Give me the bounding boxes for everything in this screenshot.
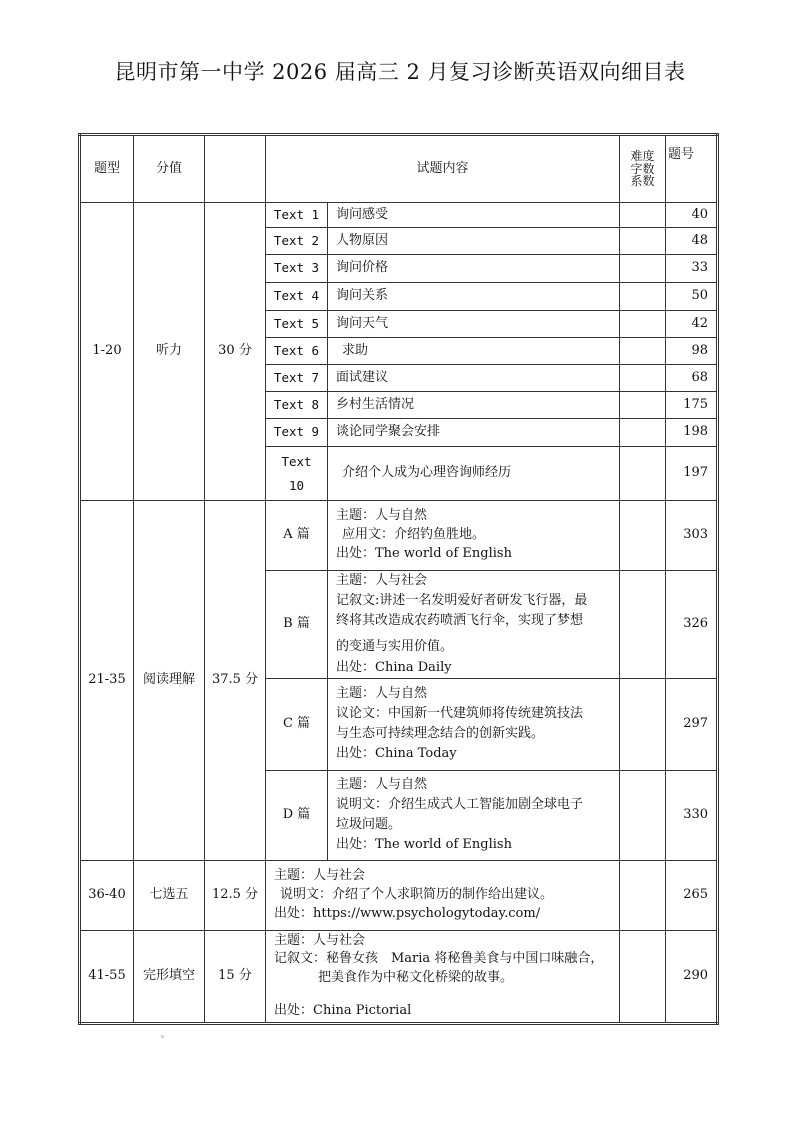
passage-line: 主题：人与社会 bbox=[336, 573, 428, 588]
listening-num: 68 bbox=[666, 365, 718, 392]
seven-row bbox=[80, 860, 718, 930]
difficulty-cell bbox=[620, 228, 666, 255]
listening-label: Text 8 bbox=[266, 392, 328, 419]
listening-content: 询问天气 bbox=[328, 311, 620, 338]
header-score: 分值 bbox=[134, 135, 205, 203]
header-number: 题号 bbox=[666, 135, 718, 203]
passage-content bbox=[328, 501, 620, 571]
listening-content: 介绍个人成为心理咨询师经历 bbox=[328, 447, 620, 501]
passage-line: 出处：China Today bbox=[336, 746, 457, 762]
listening-num: 33 bbox=[666, 255, 718, 283]
listening-label bbox=[266, 447, 328, 501]
passage-content bbox=[328, 571, 620, 679]
footer-mark: ◦ bbox=[160, 1033, 166, 1043]
listening-num: 50 bbox=[666, 283, 718, 311]
difficulty-cell bbox=[620, 338, 666, 365]
seven-num: 265 bbox=[666, 860, 718, 930]
passage-line: 出处：The world of English bbox=[336, 545, 512, 561]
passage-content bbox=[328, 770, 620, 860]
reading-range: 21-35 bbox=[80, 501, 134, 861]
passage-line: 议论文：中国新一代建筑师将传统建筑技法 bbox=[336, 706, 584, 722]
passage-line: 主题：人与自然 bbox=[336, 685, 428, 701]
listening-num: 98 bbox=[666, 338, 718, 365]
passage-line: 出处：The world of English bbox=[336, 837, 512, 853]
cloze-line: 记叙文：秘鲁女孩 Maria 将秘鲁美食与中国口味融合， bbox=[274, 951, 604, 967]
passage-line: 应用文：介绍钓鱼胜地。 bbox=[342, 527, 486, 543]
listening-num: 42 bbox=[666, 311, 718, 338]
cloze-num: 290 bbox=[666, 930, 718, 1023]
listening-label: Text 2 bbox=[266, 228, 328, 255]
listening-label: Text 4 bbox=[266, 283, 328, 311]
listening-label: Text 7 bbox=[266, 365, 328, 392]
listening-label: Text 6 bbox=[266, 338, 328, 365]
passage-line: 的变通与实用价值。 bbox=[336, 639, 454, 655]
difficulty-cell bbox=[620, 365, 666, 392]
passage-label: B 篇 bbox=[266, 571, 328, 679]
cloze-score: 15 分 bbox=[205, 930, 266, 1023]
listening-content: 人物原因 bbox=[328, 228, 620, 255]
passage-line: 与生态可持续理念结合的创新实践。 bbox=[336, 726, 545, 742]
difficulty-cell bbox=[620, 311, 666, 338]
seven-score: 12.5 分 bbox=[205, 860, 266, 930]
cloze-row bbox=[80, 930, 718, 1023]
passage-content bbox=[328, 678, 620, 770]
difficulty-cell bbox=[620, 203, 666, 228]
listening-content: 询问关系 bbox=[328, 283, 620, 311]
listening-label: Text 1 bbox=[266, 203, 328, 228]
passage-label: A 篇 bbox=[266, 501, 328, 571]
listening-type: 听力 bbox=[134, 203, 205, 501]
listening-label: Text 5 bbox=[266, 311, 328, 338]
listening-range: 1-20 bbox=[80, 203, 134, 501]
page-title: 昆明市第一中学 2026 届高三 2 月复习诊断英语双向细目表 bbox=[114, 60, 686, 84]
listening-score: 30 分 bbox=[205, 203, 266, 501]
cloze-line: 主题：人与社会 bbox=[274, 932, 366, 948]
difficulty-cell bbox=[620, 419, 666, 447]
cloze-content bbox=[266, 930, 620, 1023]
difficulty-cell bbox=[620, 501, 666, 571]
listening-content: 求助 bbox=[328, 338, 620, 365]
listening-num: 175 bbox=[666, 392, 718, 419]
listening-label-line: Text bbox=[281, 453, 312, 469]
listening-row-1 bbox=[80, 203, 718, 228]
listening-num: 198 bbox=[666, 419, 718, 447]
listening-num: 48 bbox=[666, 228, 718, 255]
cloze-line: 把美食作为中秘文化桥梁的故事。 bbox=[318, 970, 514, 986]
passage-line: 主题：人与自然 bbox=[336, 508, 428, 524]
listening-num: 40 bbox=[666, 203, 718, 228]
passage-line: 记叙文:讲述一名发明爱好者研发飞行器，最 bbox=[336, 593, 588, 609]
passage-label: C 篇 bbox=[266, 678, 328, 770]
cloze-line: 出处：China Pictorial bbox=[274, 1003, 412, 1019]
cloze-type: 完形填空 bbox=[134, 930, 205, 1023]
passage-num: 297 bbox=[666, 678, 718, 770]
header-row bbox=[80, 135, 718, 203]
listening-label: Text 3 bbox=[266, 255, 328, 283]
seven-line: 说明文：介绍了个人求职简历的制作给出建议。 bbox=[280, 886, 554, 902]
header-content: 试题内容 bbox=[266, 135, 620, 203]
listening-content: 乡村生活情况 bbox=[328, 392, 620, 419]
passage-num: 326 bbox=[666, 571, 718, 679]
seven-content bbox=[266, 860, 620, 930]
passage-line: 垃圾问题。 bbox=[336, 817, 402, 833]
difficulty-cell bbox=[620, 770, 666, 860]
passage-line: 主题：人与自然 bbox=[336, 776, 428, 792]
difficulty-cell bbox=[620, 860, 666, 930]
seven-range: 36-40 bbox=[80, 860, 134, 930]
difficulty-cell bbox=[620, 571, 666, 679]
reading-type: 阅读理解 bbox=[134, 501, 205, 861]
reading-row-a bbox=[80, 501, 718, 571]
passage-num: 303 bbox=[666, 501, 718, 571]
seven-line: 主题：人与社会 bbox=[274, 867, 366, 883]
listening-content: 询问价格 bbox=[328, 255, 620, 283]
seven-line: 出处：https://www.psychologytoday.com/ bbox=[274, 905, 541, 921]
difficulty-cell bbox=[620, 930, 666, 1023]
reading-score: 37.5 分 bbox=[205, 501, 266, 861]
header-difficulty: 难度 字数 系数 bbox=[620, 135, 666, 203]
listening-label-line: 10 bbox=[288, 477, 305, 493]
difficulty-cell bbox=[620, 283, 666, 311]
listening-label: Text 9 bbox=[266, 419, 328, 447]
passage-num: 330 bbox=[666, 770, 718, 860]
difficulty-cell bbox=[620, 392, 666, 419]
listening-content: 谈论同学聚会安排 bbox=[328, 419, 620, 447]
difficulty-cell bbox=[620, 447, 666, 501]
passage-line: 说明文：介绍生成式人工智能加剧全球电子 bbox=[336, 797, 584, 813]
difficulty-cell bbox=[620, 255, 666, 283]
header-blank bbox=[205, 135, 266, 203]
passage-line: 终将其改造成农药喷洒飞行伞，实现了梦想 bbox=[336, 613, 584, 629]
passage-label: D 篇 bbox=[266, 770, 328, 860]
listening-content: 询问感受 bbox=[328, 203, 620, 228]
seven-type: 七选五 bbox=[134, 860, 205, 930]
header-type: 题型 bbox=[80, 135, 134, 203]
difficulty-cell bbox=[620, 678, 666, 770]
listening-content: 面试建议 bbox=[328, 365, 620, 392]
spec-table bbox=[78, 133, 719, 1025]
listening-num: 197 bbox=[666, 447, 718, 501]
passage-line: 出处：China Daily bbox=[336, 659, 452, 675]
cloze-range: 41-55 bbox=[80, 930, 134, 1023]
